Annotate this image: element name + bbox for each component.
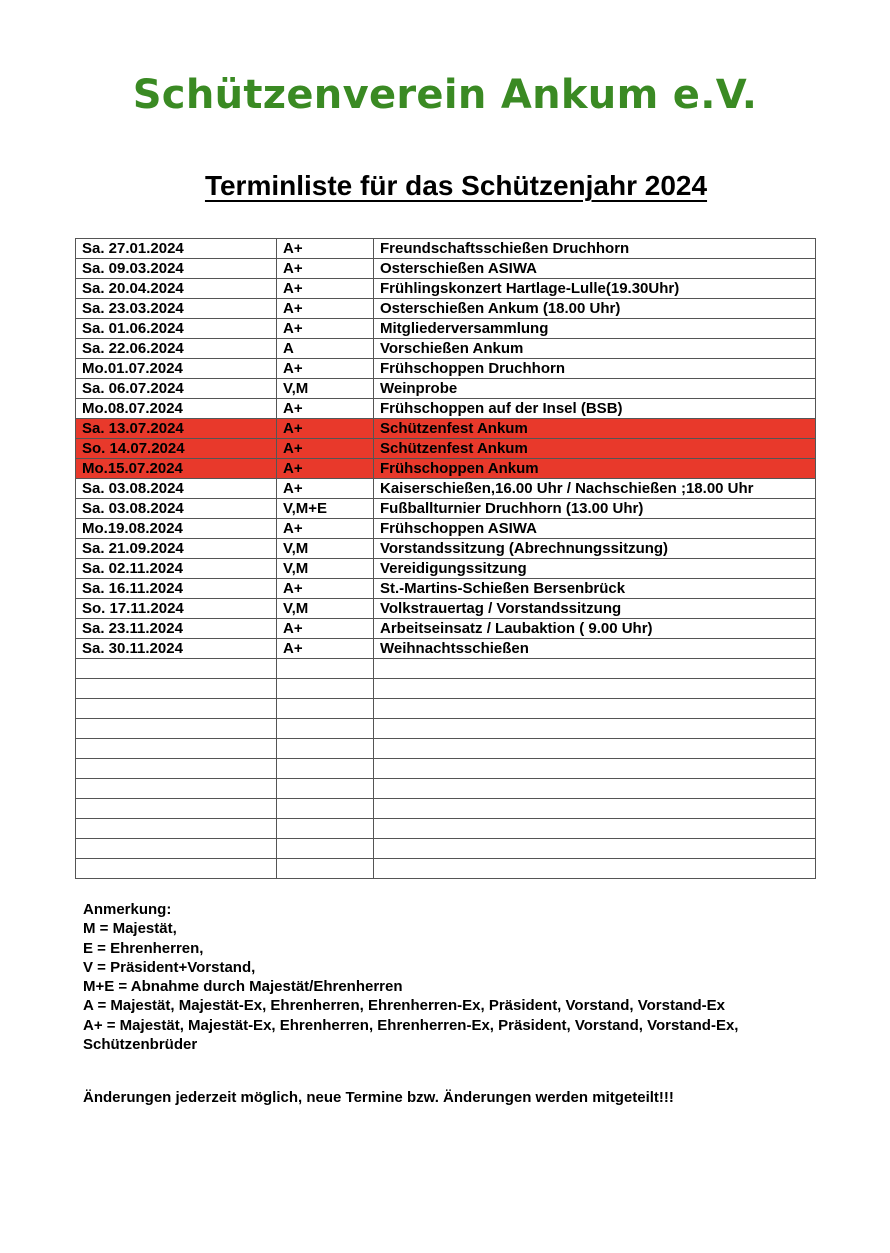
event-cell: Mitgliederversammlung <box>374 319 816 339</box>
event-cell: Osterschießen ASIWA <box>374 259 816 279</box>
date-cell <box>76 819 277 839</box>
table-row <box>76 759 816 779</box>
event-cell <box>374 819 816 839</box>
group-cell: A+ <box>277 519 374 539</box>
event-cell <box>374 719 816 739</box>
event-cell: Schützenfest Ankum <box>374 439 816 459</box>
group-cell: A+ <box>277 319 374 339</box>
date-cell: Sa. 02.11.2024 <box>76 559 277 579</box>
event-cell: Vorschießen Ankum <box>374 339 816 359</box>
event-cell: Vorstandssitzung (Abrechnungssitzung) <box>374 539 816 559</box>
table-row <box>76 739 816 759</box>
group-cell <box>277 699 374 719</box>
table-row <box>76 459 816 479</box>
group-cell: A+ <box>277 239 374 259</box>
group-cell <box>277 779 374 799</box>
group-cell: A+ <box>277 579 374 599</box>
events-table <box>75 238 816 879</box>
date-cell <box>76 839 277 859</box>
table-row <box>76 259 816 279</box>
event-cell: Schützenfest Ankum <box>374 419 816 439</box>
table-row <box>76 519 816 539</box>
group-cell <box>277 839 374 859</box>
event-cell: Frühlingskonzert Hartlage-Lulle(19.30Uhr) <box>374 279 816 299</box>
group-cell <box>277 679 374 699</box>
date-cell: Sa. 30.11.2024 <box>76 639 277 659</box>
group-cell <box>277 739 374 759</box>
group-cell: A+ <box>277 479 374 499</box>
club-name-title: Schützenverein Ankum e.V. <box>132 72 758 118</box>
date-cell: Sa. 01.06.2024 <box>76 319 277 339</box>
table-row <box>76 679 816 699</box>
notes-section <box>83 900 823 1054</box>
date-cell: Sa. 16.11.2024 <box>76 579 277 599</box>
group-cell <box>277 819 374 839</box>
event-cell: Arbeitseinsatz / Laubaktion ( 9.00 Uhr) <box>374 619 816 639</box>
date-cell: Sa. 23.03.2024 <box>76 299 277 319</box>
group-cell: V,M <box>277 599 374 619</box>
event-cell <box>374 699 816 719</box>
table-row <box>76 599 816 619</box>
date-cell: Sa. 03.08.2024 <box>76 499 277 519</box>
date-cell: Sa. 27.01.2024 <box>76 239 277 259</box>
event-cell: Frühschoppen Druchhorn <box>374 359 816 379</box>
table-row <box>76 239 816 259</box>
group-cell <box>277 719 374 739</box>
date-cell: Sa. 21.09.2024 <box>76 539 277 559</box>
date-cell <box>76 799 277 819</box>
table-row <box>76 819 816 839</box>
event-cell: Volkstrauertag / Vorstandssitzung <box>374 599 816 619</box>
date-cell <box>76 739 277 759</box>
table-row <box>76 839 816 859</box>
table-row <box>76 579 816 599</box>
notes-line: A+ = Majestät, Majestät-Ex, Ehrenherren, Ehrenherren-Ex, Präsident, Vorstand, Vorstand-Ex, <box>83 1016 739 1034</box>
date-cell: So. 17.11.2024 <box>76 599 277 619</box>
table-row <box>76 779 816 799</box>
event-cell <box>374 779 816 799</box>
notes-line: E = Ehrenherren, <box>83 939 204 957</box>
event-cell: Kaiserschießen,16.00 Uhr / Nachschießen ;18.00 Uhr <box>374 479 816 499</box>
group-cell <box>277 659 374 679</box>
date-cell <box>76 779 277 799</box>
event-cell: Frühschoppen Ankum <box>374 459 816 479</box>
group-cell: A+ <box>277 459 374 479</box>
table-row <box>76 559 816 579</box>
table-row <box>76 379 816 399</box>
group-cell: A+ <box>277 639 374 659</box>
group-cell: A <box>277 339 374 359</box>
table-row <box>76 339 816 359</box>
table-row <box>76 399 816 419</box>
table-row <box>76 699 816 719</box>
table-row <box>76 639 816 659</box>
group-cell <box>277 799 374 819</box>
table-row <box>76 479 816 499</box>
table-row <box>76 359 816 379</box>
table-row <box>76 279 816 299</box>
date-cell <box>76 659 277 679</box>
event-cell: Vereidigungssitzung <box>374 559 816 579</box>
table-row <box>76 439 816 459</box>
notes-heading: Anmerkung: <box>83 901 172 918</box>
event-cell: Frühschoppen auf der Insel (BSB) <box>374 399 816 419</box>
group-cell: A+ <box>277 399 374 419</box>
table-row <box>76 299 816 319</box>
notes-line: Schützenbrüder <box>83 1036 198 1054</box>
table-row <box>76 419 816 439</box>
date-cell: Mo.15.07.2024 <box>76 459 277 479</box>
date-cell: Sa. 09.03.2024 <box>76 259 277 279</box>
event-cell <box>374 859 816 879</box>
notes-line: M+E = Abnahme durch Majestät/Ehrenherren <box>83 978 403 996</box>
group-cell <box>277 759 374 779</box>
event-cell <box>374 659 816 679</box>
group-cell: A+ <box>277 279 374 299</box>
table-row <box>76 659 816 679</box>
notes-line: M = Majestät, <box>83 920 177 938</box>
event-cell: Freundschaftsschießen Druchhorn <box>374 239 816 259</box>
group-cell: A+ <box>277 619 374 639</box>
date-cell: Sa. 23.11.2024 <box>76 619 277 639</box>
group-cell: V,M <box>277 559 374 579</box>
event-cell: Weihnachtsschießen <box>374 639 816 659</box>
date-cell <box>76 699 277 719</box>
date-cell: Sa. 06.07.2024 <box>76 379 277 399</box>
date-cell <box>76 859 277 879</box>
event-cell: Osterschießen Ankum (18.00 Uhr) <box>374 299 816 319</box>
notes-line: V = Präsident+Vorstand, <box>83 958 256 976</box>
date-cell: Sa. 22.06.2024 <box>76 339 277 359</box>
group-cell: A+ <box>277 259 374 279</box>
table-row <box>76 319 816 339</box>
date-cell: Sa. 20.04.2024 <box>76 279 277 299</box>
events-table-body <box>76 239 816 879</box>
event-cell: Frühschoppen ASIWA <box>374 519 816 539</box>
table-row <box>76 539 816 559</box>
event-cell <box>374 799 816 819</box>
date-cell: Mo.19.08.2024 <box>76 519 277 539</box>
event-cell <box>374 739 816 759</box>
event-cell <box>374 839 816 859</box>
table-row <box>76 859 816 879</box>
event-cell: St.-Martins-Schießen Bersenbrück <box>374 579 816 599</box>
event-cell: Fußballturnier Druchhorn (13.00 Uhr) <box>374 499 816 519</box>
date-cell <box>76 679 277 699</box>
date-cell: Sa. 03.08.2024 <box>76 479 277 499</box>
date-cell <box>76 759 277 779</box>
group-cell: V,M+E <box>277 499 374 519</box>
table-row <box>76 499 816 519</box>
group-cell: A+ <box>277 419 374 439</box>
footer-note: Änderungen jederzeit möglich, neue Termine bzw. Änderungen werden mitgeteilt!!! <box>83 1089 674 1106</box>
event-cell <box>374 679 816 699</box>
date-cell <box>76 719 277 739</box>
date-cell: So. 14.07.2024 <box>76 439 277 459</box>
date-cell: Mo.08.07.2024 <box>76 399 277 419</box>
group-cell: V,M <box>277 379 374 399</box>
table-row <box>76 799 816 819</box>
table-row <box>76 619 816 639</box>
notes-line: A = Majestät, Majestät-Ex, Ehrenherren, Ehrenherren-Ex, Präsident, Vorstand, Vorstand-Ex <box>83 997 725 1015</box>
event-cell: Weinprobe <box>374 379 816 399</box>
group-cell: A+ <box>277 299 374 319</box>
group-cell <box>277 859 374 879</box>
date-cell: Sa. 13.07.2024 <box>76 419 277 439</box>
event-cell <box>374 759 816 779</box>
group-cell: A+ <box>277 439 374 459</box>
group-cell: A+ <box>277 359 374 379</box>
date-cell: Mo.01.07.2024 <box>76 359 277 379</box>
group-cell: V,M <box>277 539 374 559</box>
table-row <box>76 719 816 739</box>
list-title: Terminliste für das Schützenjahr 2024 <box>204 170 708 201</box>
